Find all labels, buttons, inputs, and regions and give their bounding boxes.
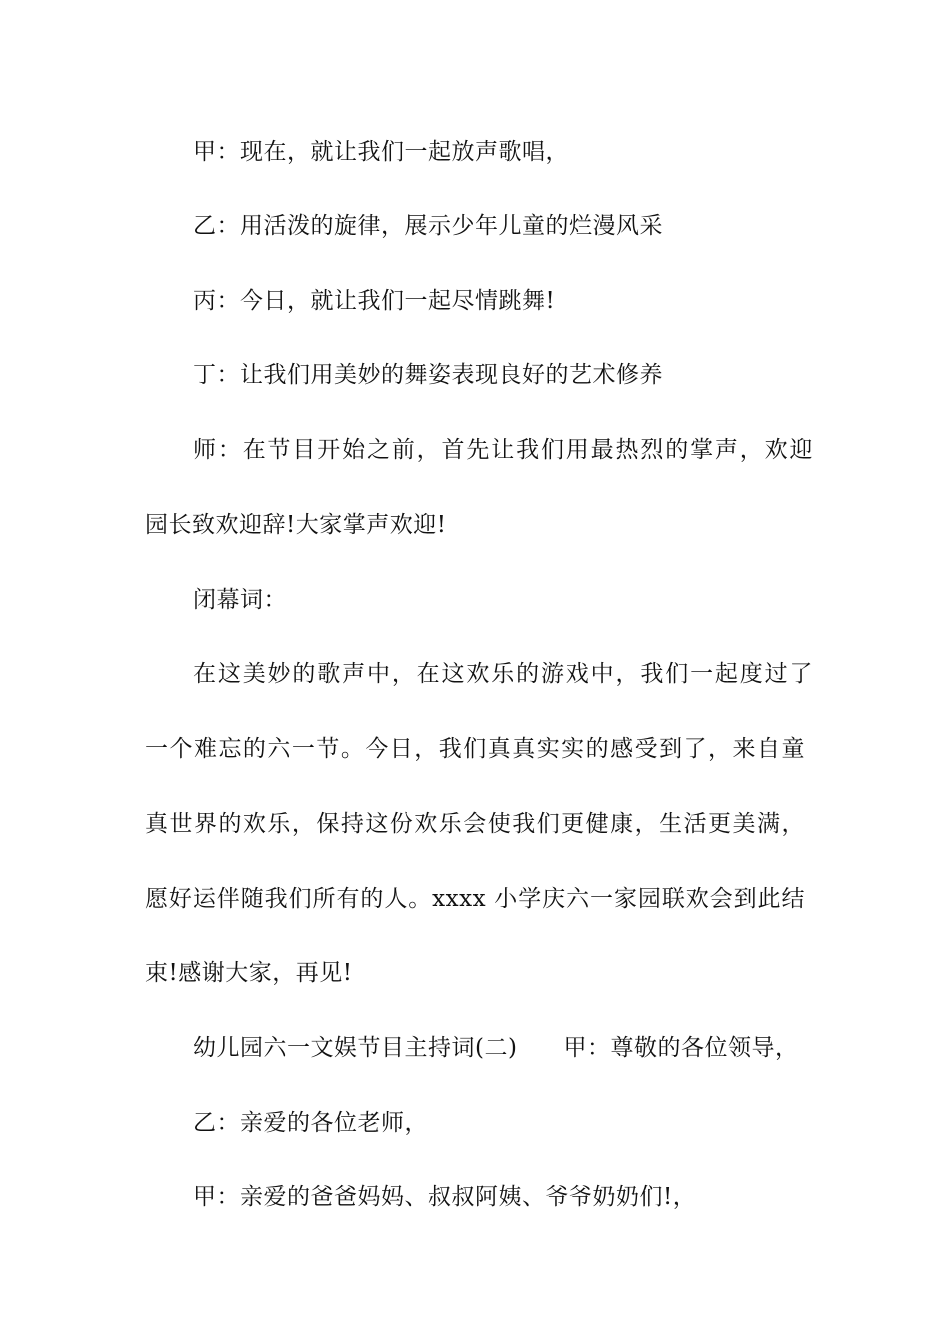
paragraph-line: 乙：亲爱的各位老师，	[193, 1110, 428, 1136]
paragraph-line: 一个难忘的六一节。今日，我们真真实实的感受到了，来自童	[145, 736, 805, 762]
paragraph-line: 丙：今日，就让我们一起尽情跳舞!	[193, 288, 556, 314]
paragraph-line: 真世界的欢乐，保持这份欢乐会使我们更健康，生活更美满，	[145, 811, 805, 837]
section-heading: 闭幕词：	[193, 587, 287, 613]
paragraph-line: 甲：现在，就让我们一起放声歌唱，	[193, 139, 569, 165]
paragraph-line: 师：在节目开始之前，首先让我们用最热烈的掌声，欢迎	[193, 437, 813, 463]
dialogue-line: 甲：尊敬的各位领导，	[563, 1035, 799, 1061]
paragraph-line: 在这美妙的歌声中，在这欢乐的游戏中，我们一起度过了	[193, 661, 813, 687]
paragraph-line: 丁：让我们用美妙的舞姿表现良好的艺术修养	[193, 362, 663, 388]
paragraph-line: 园长致欢迎辞!大家掌声欢迎!	[145, 512, 447, 538]
paragraph-line: 乙：用活泼的旋律，展示少年儿童的烂漫风采	[193, 213, 663, 239]
paragraph-line: 束!感谢大家，再见!	[145, 960, 353, 986]
paragraph-line: 甲：亲爱的爸爸妈妈、叔叔阿姨、爷爷奶奶们!，	[193, 1184, 697, 1210]
paragraph-line-composite	[193, 1028, 813, 1068]
section-title: 幼儿园六一文娱节目主持词(二)	[193, 1035, 518, 1061]
paragraph-line: 愿好运伴随我们所有的人。xxxx 小学庆六一家园联欢会到此结	[145, 886, 805, 912]
